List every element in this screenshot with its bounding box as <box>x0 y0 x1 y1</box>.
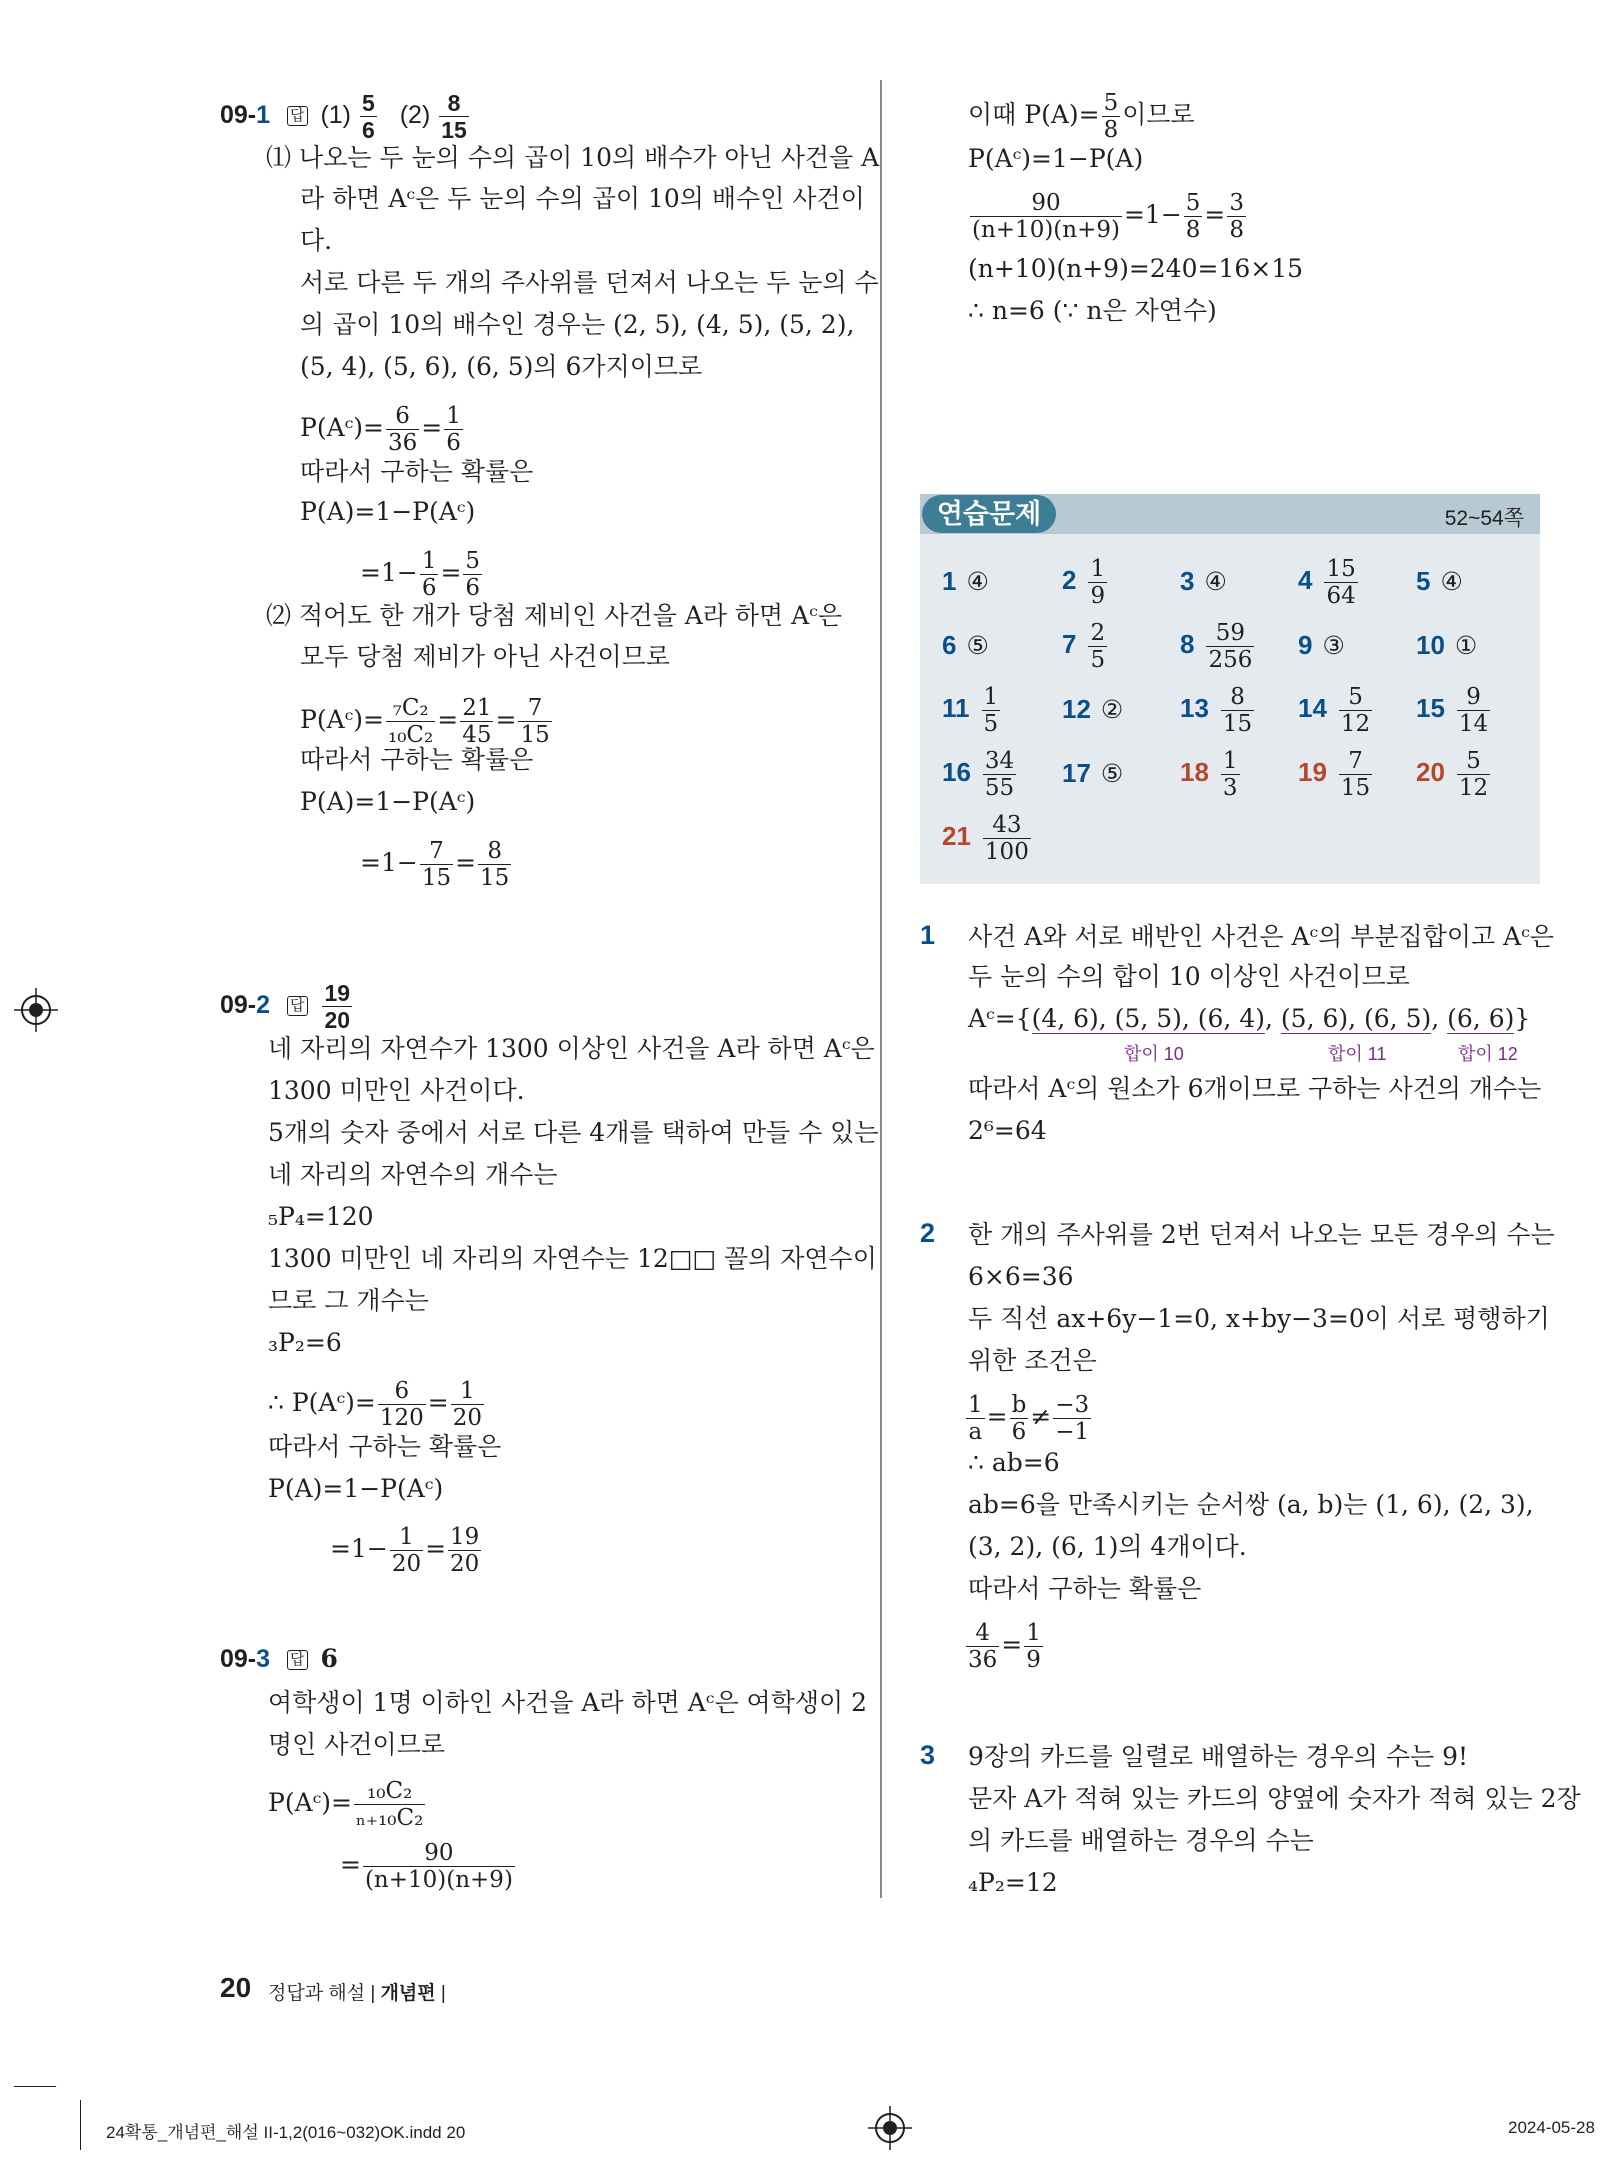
equation-line: =1− $\frac{1}{6}$ = $\frac{5}{6}$ <box>360 548 481 601</box>
group-sum-10: (4, 6), (5, 5), (6, 4) <box>1031 1004 1265 1033</box>
practice-answer: 3 ④ <box>1180 566 1227 596</box>
text-line: 여학생이 1명 이하인 사건을 A라 하면 Aᶜ은 여학생이 2 <box>268 1688 868 1717</box>
text-line: 따라서 구하는 확률은 <box>968 1574 1202 1603</box>
practice-answer: 16 $\frac{34}{55}$ <box>942 748 1015 801</box>
text-line: 6×6=36 <box>968 1262 1074 1291</box>
text-line: 2⁶=64 <box>968 1116 1047 1145</box>
text-line: 따라서 구하는 확률은 <box>300 457 534 486</box>
equation-line: =1− $\frac{7}{15}$ = $\frac{8}{15}$ <box>360 838 510 891</box>
text-line: 9장의 카드를 일렬로 배열하는 경우의 수는 9! <box>968 1742 1469 1771</box>
text-line: 모두 당첨 제비가 아닌 사건이므로 <box>300 642 670 671</box>
equation-line: ∴ n=6 (∵ n은 자연수) <box>968 296 1217 325</box>
text-line: 네 자리의 자연수가 1300 이상인 사건을 A라 하면 Aᶜ은 <box>268 1034 875 1063</box>
practice-answer: 5 ④ <box>1416 566 1463 596</box>
equation-line: P(Aᶜ)=1−P(A) <box>968 144 1144 173</box>
equation-line: P(A)=1−P(Aᶜ) <box>300 787 476 816</box>
answer-value: 6 <box>320 1644 338 1673</box>
text-line: 의 곱이 10의 배수인 경우는 (2, 5), (4, 5), (5, 2), <box>300 310 855 339</box>
answer-badge: 답 <box>287 1650 308 1670</box>
slug-filename: 24확통_개념편_해설 II-1,2(016~032)OK.indd 20 <box>106 2123 466 2142</box>
text-line: ∴ ab=6 <box>968 1448 1060 1477</box>
registration-mark-icon <box>868 2106 912 2150</box>
practice-answer: 1 ④ <box>942 566 989 596</box>
text-line: 사건 A와 서로 배반인 사건은 Aᶜ의 부분집합이고 Aᶜ은 <box>968 922 1554 951</box>
problem-label-prefix: 09- <box>220 101 257 130</box>
practice-answer: 6 ⑤ <box>942 630 989 660</box>
equation-line: P(Aᶜ)= $\frac{\text{₁₀C₂}}{\text{ₙ₊₁₀C₂}}$ <box>268 1778 424 1831</box>
text-line: 서로 다른 두 개의 주사위를 던져서 나오는 두 눈의 수 <box>300 268 879 297</box>
text-line: ab=6을 만족시키는 순서쌍 (a, b)는 (1, 6), (2, 3), <box>968 1490 1534 1519</box>
text-line: 5개의 숫자 중에서 서로 다른 4개를 택하여 만들 수 있는 <box>268 1118 879 1147</box>
answer-1-fraction: $\frac{5}{6}$ <box>361 90 375 143</box>
practice-answer: 9 ③ <box>1298 630 1345 660</box>
practice-answers-box <box>920 494 1540 884</box>
sum-label: 합이 10 <box>1124 1044 1184 1064</box>
question-number: 3 <box>920 1740 936 1770</box>
equation-line: P(Aᶜ)= $\frac{6}{36}$ = $\frac{1}{6}$ <box>300 403 461 456</box>
practice-answer: 12 ② <box>1062 694 1124 724</box>
problem-09-2-header: 09-2 답 $\frac{19}{20}$ <box>220 980 351 1033</box>
practice-answer: 10 ① <box>1416 630 1478 660</box>
footer-title: 정답과 해설 | 개념편 | <box>268 1983 446 2004</box>
text-line: 따라서 Aᶜ의 원소가 6개이므로 구하는 사건의 개수는 <box>968 1074 1542 1103</box>
practice-answer: 11 $\frac{1}{5}$ <box>942 684 999 737</box>
set-equation: Aᶜ={(4, 6), (5, 5), (6, 4), (5, 6), (6, 5), (6, 6)} <box>968 1004 1531 1033</box>
text-line: 므로 그 개수는 <box>268 1286 429 1315</box>
equation-line: $\frac{90}{(n+10)(n+9)}$ =1− $\frac{5}{8}$ = $\frac{3}{8}$ <box>972 190 1245 243</box>
practice-answer: 15 $\frac{9}{14}$ <box>1416 684 1489 737</box>
answer-badge: 답 <box>287 996 308 1016</box>
text-line: ₃P₂=6 <box>268 1328 342 1357</box>
equation-line: = $\frac{90}{(n+10)(n+9)}$ <box>340 1840 513 1893</box>
text-line: 1300 미만인 네 자리의 자연수는 12□□ 꼴의 자연수이 <box>268 1244 877 1273</box>
practice-answer: 2 $\frac{1}{9}$ <box>1062 556 1106 609</box>
equation-line: $\frac{1}{a}$ = $\frac{b}{6}$ ≠ $\frac{-3}{-1}$ <box>968 1392 1090 1445</box>
text-line: 의 카드를 배열하는 경우의 수는 <box>968 1826 1314 1855</box>
text-line: 라 하면 Aᶜ은 두 눈의 수의 곱이 10의 배수인 사건이 <box>300 184 865 213</box>
practice-answer: 21 $\frac{43}{100}$ <box>942 812 1029 865</box>
text-line: ⑴ 나오는 두 눈의 수의 곱이 10의 배수가 아닌 사건을 A <box>266 143 880 172</box>
slug-date: 2024-05-28 <box>1508 2118 1595 2137</box>
sum-label: 합이 11 <box>1328 1044 1387 1064</box>
equation-line: 이때 P(A)= $\frac{5}{8}$ 이므로 <box>968 90 1195 143</box>
equation-line: (n+10)(n+9)=240=16×15 <box>968 254 1304 283</box>
question-number: 1 <box>920 920 936 950</box>
problem-label-num: 1 <box>256 101 271 130</box>
practice-answer: 8 $\frac{59}{256}$ <box>1180 620 1253 673</box>
practice-answer: 19 $\frac{7}{15}$ <box>1298 748 1371 801</box>
practice-answer: 14 $\frac{5}{12}$ <box>1298 684 1371 737</box>
practice-answer: 20 $\frac{5}{12}$ <box>1416 748 1489 801</box>
text-line: ⑵ 적어도 한 개가 당첨 제비인 사건을 A라 하면 Aᶜ은 <box>266 601 842 630</box>
text-line: 따라서 구하는 확률은 <box>268 1432 502 1461</box>
answer-1-label: (1) <box>320 101 352 130</box>
practice-answer: 7 $\frac{2}{5}$ <box>1062 620 1106 673</box>
text-line: 한 개의 주사위를 2번 던져서 나오는 모든 경우의 수는 <box>968 1220 1555 1249</box>
text-line: 문자 A가 적혀 있는 카드의 양옆에 숫자가 적혀 있는 2장 <box>968 1784 1581 1813</box>
text-line: 명인 사건이므로 <box>268 1730 445 1759</box>
practice-page-range: 52~54쪽 <box>1444 507 1524 530</box>
equation-line: ∴ P(Aᶜ)= $\frac{6}{120}$ = $\frac{1}{20}$ <box>268 1378 482 1431</box>
text-line: ₄P₂=12 <box>968 1868 1058 1897</box>
text-line: 위한 조건은 <box>968 1346 1097 1375</box>
answer-badge: 답 <box>287 106 308 126</box>
answer-fraction: $\frac{19}{20}$ <box>324 980 351 1033</box>
answer-2-fraction: $\frac{8}{15}$ <box>441 90 467 143</box>
group-sum-11: (5, 6), (6, 5) <box>1280 1004 1432 1033</box>
problem-09-1-header <box>220 90 471 143</box>
crop-mark <box>14 2086 56 2087</box>
registration-mark-icon <box>14 988 58 1032</box>
practice-answer: 18 $\frac{1}{3}$ <box>1180 748 1238 801</box>
equation-line: P(A)=1−P(Aᶜ) <box>268 1474 444 1503</box>
sum-label: 합이 12 <box>1458 1044 1518 1064</box>
practice-title-bar <box>920 494 1540 534</box>
text-line: 1300 미만인 사건이다. <box>268 1076 525 1105</box>
text-line: 다. <box>300 226 333 255</box>
group-sum-12: (6, 6) <box>1447 1004 1515 1033</box>
crop-mark <box>80 2100 81 2150</box>
equation-line: $\frac{4}{36}$ = $\frac{1}{9}$ <box>968 1620 1041 1673</box>
text-line: ₅P₄=120 <box>268 1202 374 1231</box>
answer-2-label: (2) <box>399 101 431 130</box>
text-line: 두 눈의 수의 합이 10 이상인 사건이므로 <box>968 962 1410 991</box>
text-line: (3, 2), (6, 1)의 4개이다. <box>968 1532 1247 1561</box>
practice-title: 연습문제 <box>922 495 1056 533</box>
text-line: 두 직선 ax+6y−1=0, x+by−3=0이 서로 평행하기 <box>968 1304 1550 1333</box>
equation-line: =1− $\frac{1}{20}$ = $\frac{19}{20}$ <box>330 1524 480 1577</box>
equation-line: P(A)=1−P(Aᶜ) <box>300 497 476 526</box>
equation-line: P(Aᶜ)= $\frac{\text{₇C₂}}{\text{₁₀C₂}}$ = $\frac{21}{45}$ = $\frac{7}{15}$ <box>300 695 550 748</box>
problem-09-3-header: 09-3 답 6 <box>220 1644 338 1673</box>
practice-answer: 13 $\frac{8}{15}$ <box>1180 684 1253 737</box>
page-number: 20 <box>220 1972 252 2003</box>
text-line: (5, 4), (5, 6), (6, 5)의 6가지이므로 <box>300 352 703 381</box>
practice-answer: 4 $\frac{15}{64}$ <box>1298 556 1356 609</box>
practice-answer: 17 ⑤ <box>1062 758 1124 788</box>
text-line: 따라서 구하는 확률은 <box>300 745 534 774</box>
column-divider <box>880 80 882 1898</box>
text-line: 네 자리의 자연수의 개수는 <box>268 1160 558 1189</box>
question-number: 2 <box>920 1218 936 1248</box>
